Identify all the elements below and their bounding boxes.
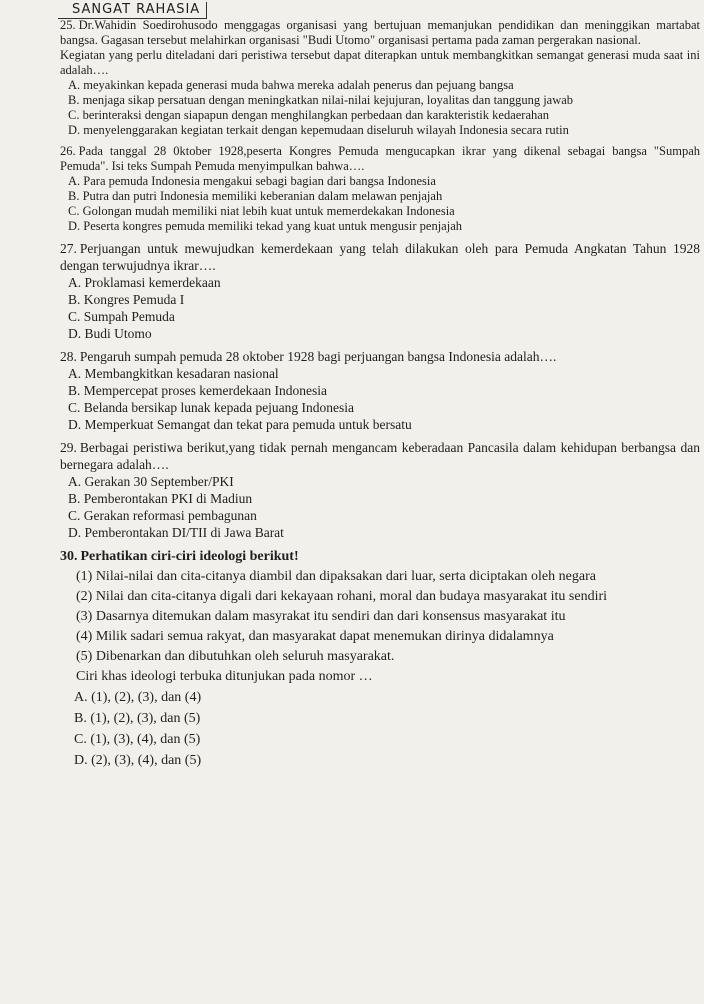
question-25 [60,18,700,138]
option-d[interactable]: D. menyelenggarakan kegiatan terkait dengan kepemudaan diseluruh wilayah Indonesia secara rutin [68,123,569,137]
option-d[interactable]: D. Memperkuat Semangat dan tekat para pemuda untuk bersatu [68,417,412,432]
option-d[interactable]: D. (2), (3), (4), dan (5) [74,753,202,768]
question-text-2: Kegiatan yang perlu diteladani dari peristiwa tersebut dapat diterapkan untuk membangkitkan semangat generasi muda saat ini adalah…. [60,48,700,77]
option-c[interactable]: C. Belanda bersikap lunak kepada pejuang Indonesia [68,400,355,415]
option-d[interactable]: D. Peserta kongres pemuda memiliki tekad yang kuat untuk mengusir penjajah [68,219,463,233]
question-text: Pada tanggal 28 0ktober 1928,peserta Kongres Pemuda mengucapkan ikrar yang dikenal sebagai bangsa "Sumpah Pemuda". Isi teks Sumpah Pemuda menyimpulkan bahwa…. [60,144,700,173]
question-stem [60,439,700,473]
question-number: 30. [60,549,78,564]
ideology-trait-5: (5) Dibenarkan dan dibutuhkan oleh seluruh masyarakat. [76,649,395,664]
option-c[interactable]: C. Golongan mudah memiliki niat lebih kuat untuk memerdekakan Indonesia [68,204,455,218]
ideology-trait-2: (2) Nilai dan cita-citanya digali dari kekayaan rohani, moral dan budaya masyarakat itu sendiri [76,589,608,604]
question-28 [60,348,700,433]
option-d[interactable]: D. Budi Utomo [68,326,152,341]
question-text: Perhatikan ciri-ciri ideologi berikut! [80,549,299,564]
question-text: Perjuangan untuk mewujudkan kemerdekaan yang telah dilakukan oleh para Pemuda Angkatan Tahun 1928 dengan terwujudnya ikrar…. [60,241,700,273]
question-26 [60,144,700,234]
question-prompt: Ciri khas ideologi terbuka ditunjukan pada nomor … [76,669,373,684]
question-number: 26. [60,144,76,158]
question-number: 28. [60,349,77,364]
option-b[interactable]: B. (1), (2), (3), dan (5) [74,711,201,726]
option-a[interactable]: A. Membangkitkan kesadaran nasional [68,366,279,381]
question-text: Dr.Wahidin Soedirohusodo menggagas organisasi yang bertujuan memanjukan pendidikan dan meninggikan martabat bangsa. Gagasan tersebut melahirkan organisasi "Budi Utomo" organisasi pertama pada zaman pergerakan nasional. [60,18,700,47]
question-30 [60,547,700,771]
option-c[interactable]: C. (1), (3), (4), dan (5) [74,732,201,747]
ideology-trait-1: (1) Nilai-nilai dan cita-citanya diambil dan dipaksakan dari luar, serta diciptakan oleh negara [76,569,596,584]
option-a[interactable]: A. (1), (2), (3), dan (4) [74,690,202,705]
question-stem [60,547,700,567]
question-29 [60,439,700,541]
question-number: 25. [60,18,76,32]
question-text: Berbagai peristiwa berikut,yang tidak pernah mengancam keberadaan Pancasila dalam kehidupan berbangsa dan bernegara adalah…. [60,440,700,472]
question-number: 29. [60,440,77,455]
question-stem [60,348,700,365]
ideology-trait-4: (4) Milik sadari semua rakyat, dan masyarakat dapat menemukan dirinya didalamnya [76,629,554,644]
option-c[interactable]: C. berinteraksi dengan siapapun dengan menghilangkan perbedaan dan karakteristik kedaerahan [68,108,550,122]
option-b[interactable]: B. Kongres Pemuda I [68,292,185,307]
option-b[interactable]: B. Mempercepat proses kemerdekaan Indonesia [68,383,328,398]
option-d[interactable]: D. Pemberontakan DI/TII di Jawa Barat [68,525,284,540]
option-a[interactable]: A. Proklamasi kemerdekaan [68,275,221,290]
question-text: Pengaruh sumpah pemuda 28 oktober 1928 bagi perjuangan bangsa Indonesia adalah…. [79,349,557,364]
question-sheet [60,18,700,777]
option-b[interactable]: B. Putra dan putri Indonesia memiliki keberanian dalam melawan penjajah [68,189,443,203]
option-a[interactable]: A. Gerakan 30 September/PKI [68,474,234,489]
option-c[interactable]: C. Gerakan reformasi pembagunan [68,508,257,523]
question-stem [60,18,700,48]
question-27 [60,240,700,342]
option-b[interactable]: B. menjaga sikap persatuan dengan meningkatkan nilai-nilai kejujuran, loyalitas dan tanggung jawab [68,93,574,107]
option-c[interactable]: C. Sumpah Pemuda [68,309,175,324]
classification-header: SANGAT RAHASIA [58,2,207,19]
question-number: 27. [60,241,77,256]
question-stem [60,144,700,174]
option-a[interactable]: A. meyakinkan kepada generasi muda bahwa mereka adalah penerus dan pejuang bangsa [68,78,514,92]
question-stem [60,240,700,274]
option-a[interactable]: A. Para pemuda Indonesia mengakui sebagi bagian dari bangsa Indonesia [68,174,436,188]
option-b[interactable]: B. Pemberontakan PKI di Madiun [68,491,253,506]
ideology-trait-3: (3) Dasarnya ditemukan dalam masyrakat itu sendiri dan dari konsensus masyarakat itu [76,609,566,624]
